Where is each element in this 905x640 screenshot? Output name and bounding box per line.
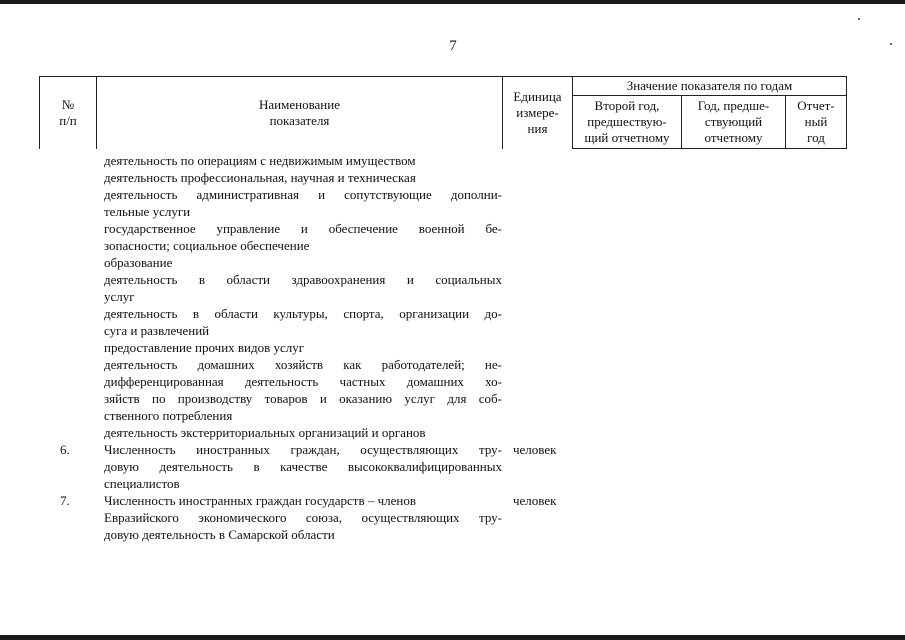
- header-year-line: ный: [804, 114, 828, 129]
- activity-line: деятельность административная и сопутствующие дополни-: [104, 187, 502, 202]
- header-unit-cell: [503, 77, 573, 149]
- item7-number: 7.: [60, 493, 70, 508]
- activity-line: тельные услуги: [104, 204, 191, 219]
- table-header: [39, 76, 847, 149]
- activity-line: зяйств по производству товаров и оказанию услуг для соб-: [104, 391, 502, 406]
- activity-line: деятельность домашних хозяйств как работодателей; не-: [104, 357, 502, 372]
- activity-line: зопасности; социальное обеспечение: [104, 238, 310, 253]
- header-num-line: №: [61, 96, 75, 112]
- item7-unit: человек: [513, 493, 557, 508]
- scan-speck: [890, 43, 892, 45]
- item6-line: Численность иностранных граждан, осуществляющих тру-: [104, 442, 502, 457]
- activity-line: услуг: [104, 289, 135, 304]
- header-unit-line: ния: [527, 120, 548, 136]
- item7-line: Численность иностранных граждан государств – членов: [104, 493, 416, 508]
- header-year-second-prior: [573, 96, 682, 149]
- header-name-line: Наименование: [259, 96, 340, 112]
- item6-unit: человек: [513, 442, 557, 457]
- header-year-line: щий отчетному: [584, 130, 670, 145]
- header-unit-line: измере-: [516, 104, 559, 120]
- activity-line: образование: [104, 255, 173, 270]
- item6-number: 6.: [60, 442, 70, 457]
- activity-line: государственное управление и обеспечение военной бе-: [104, 221, 502, 236]
- activity-line: суга и развлечений: [104, 323, 210, 338]
- header-year-line: ствующий: [704, 114, 763, 129]
- header-years-title: Значение показателя по годам: [573, 77, 847, 96]
- header-num-cell: [40, 77, 97, 149]
- header-year-line: отчетному: [704, 130, 763, 145]
- activity-line: предоставление прочих видов услуг: [104, 340, 305, 355]
- header-year-line: Второй год,: [594, 98, 660, 113]
- indicator-text-block: [104, 152, 502, 543]
- item7-line: Евразийского экономического союза, осуществляющих тру-: [104, 510, 502, 525]
- header-num-line: п/п: [59, 112, 77, 128]
- item6-line: специалистов: [104, 476, 180, 491]
- activity-line: ственного потребления: [104, 408, 233, 423]
- header-unit-line: Единица: [513, 88, 562, 104]
- header-year-report: [786, 96, 847, 149]
- activity-line: деятельность в области здравоохранения и социальных: [104, 272, 502, 287]
- activity-line: деятельность по операциям с недвижимым имуществом: [104, 153, 416, 168]
- page-number: 7: [449, 38, 457, 54]
- header-year-line: предшествую-: [587, 114, 667, 129]
- header-year-line: Отчет-: [797, 98, 835, 113]
- activity-line: деятельность профессиональная, научная и техническая: [104, 170, 416, 185]
- header-name-line: показателя: [269, 112, 330, 128]
- activity-line: деятельность экстерриториальных организаций и органов: [104, 425, 426, 440]
- header-year-prior: [682, 96, 786, 149]
- header-name-cell: [97, 77, 503, 149]
- header-year-line: Год, предше-: [697, 98, 770, 113]
- header-year-line: год: [807, 130, 825, 145]
- item6-line: довую деятельность в качестве высококвалифицированных: [104, 459, 502, 474]
- scan-speck: [858, 18, 860, 20]
- activity-line: дифференцированная деятельность частных домашних хо-: [104, 374, 502, 389]
- activity-line: деятельность в области культуры, спорта, организации до-: [104, 306, 502, 321]
- scan-bottom-edge: [0, 635, 905, 640]
- item7-line: довую деятельность в Самарской области: [104, 527, 335, 542]
- scan-top-edge: [0, 0, 905, 4]
